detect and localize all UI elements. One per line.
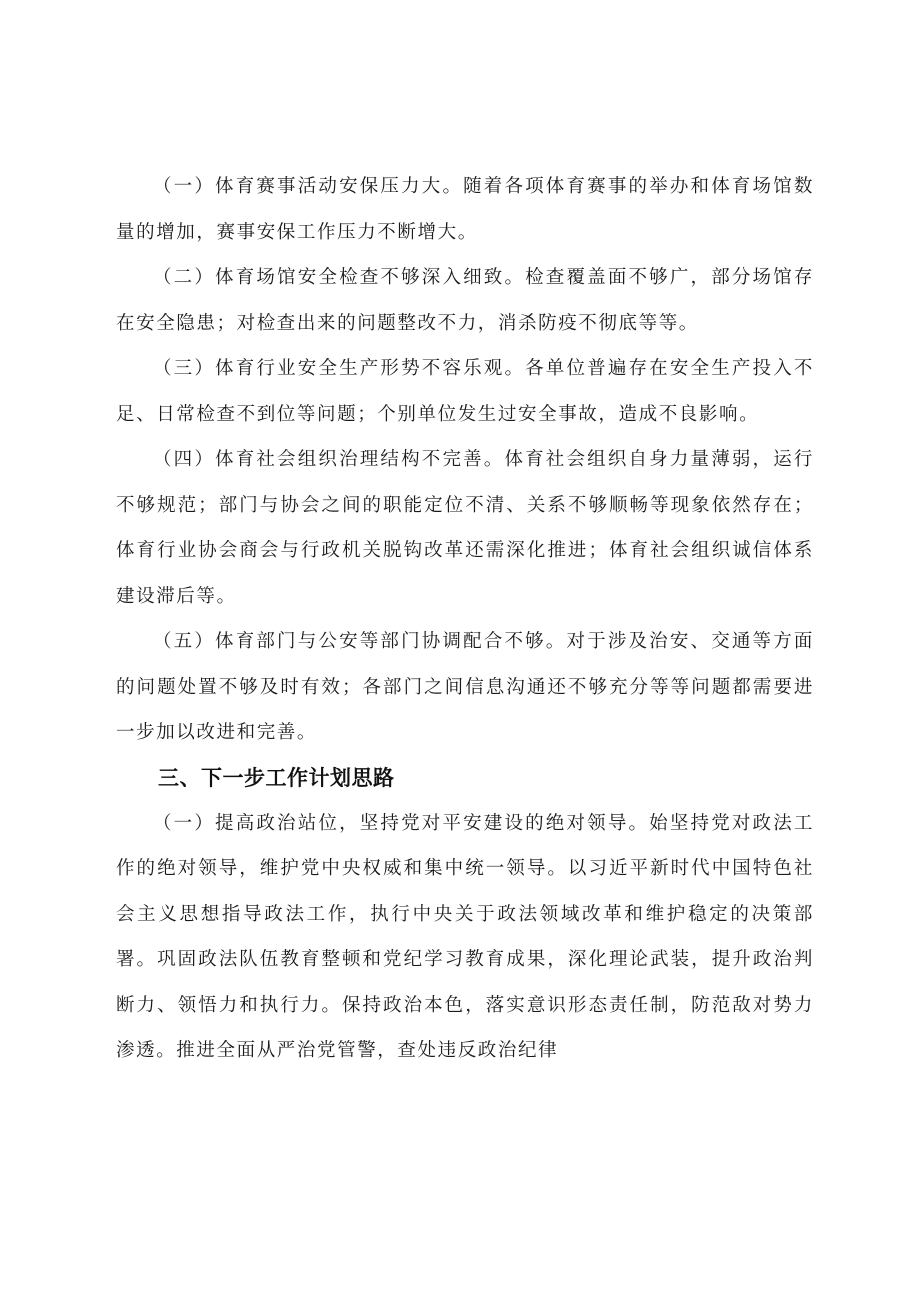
paragraph-venue-inspection: （二）体育场馆安全检查不够深入细致。检查覆盖面不够广，部分场馆存在安全隐患；对检查出来的问题整改不力，消杀防疫不彻底等等。 [116,267,814,334]
paragraph-production-safety: （三）体育行业安全生产形势不容乐观。各单位普遍存在安全生产投入不足、日常检查不到位等问题；个别单位发生过安全事故，造成不良影响。 [116,358,814,425]
paragraph-political-stance: （一）提高政治站位，坚持党对平安建设的绝对领导。始坚持党对政法工作的绝对领导，维护党中央权威和集中统一领导。以习近平新时代中国特色社会主义思想指导政法工作，执行中央关于政法领域改革和维护稳定的决策部署。巩固政法队伍教育整顿和党纪学习教育成果，深化理论武装，提升政治判断力、领悟力和执行力。保持政治本色，落实意识形态责任制，防范敌对势力渗透。推进全面从严治党管警，查处违反政治纪律 [116,812,814,1061]
paragraph-department-coordination: （五）体育部门与公安等部门协调配合不够。对于涉及治安、交通等方面的问题处置不够及时有效；各部门之间信息沟通还不够充分等等问题都需要进一步加以改进和完善。 [116,631,814,743]
paragraph-social-organization: （四）体育社会组织治理结构不完善。体育社会组织自身力量薄弱，运行不够规范；部门与协会之间的职能定位不清、关系不够顺畅等现象依然存在；体育行业协会商会与行政机关脱钩改革还需深化推进；体育社会组织诚信体系建设滞后等。 [116,449,814,607]
document-body [116,164,814,1074]
paragraph-safety-pressure: （一）体育赛事活动安保压力大。随着各项体育赛事的举办和体育场馆数量的增加，赛事安保工作压力不断增大。 [116,176,814,243]
section-heading: 三、下一步工作计划思路 [158,765,395,790]
